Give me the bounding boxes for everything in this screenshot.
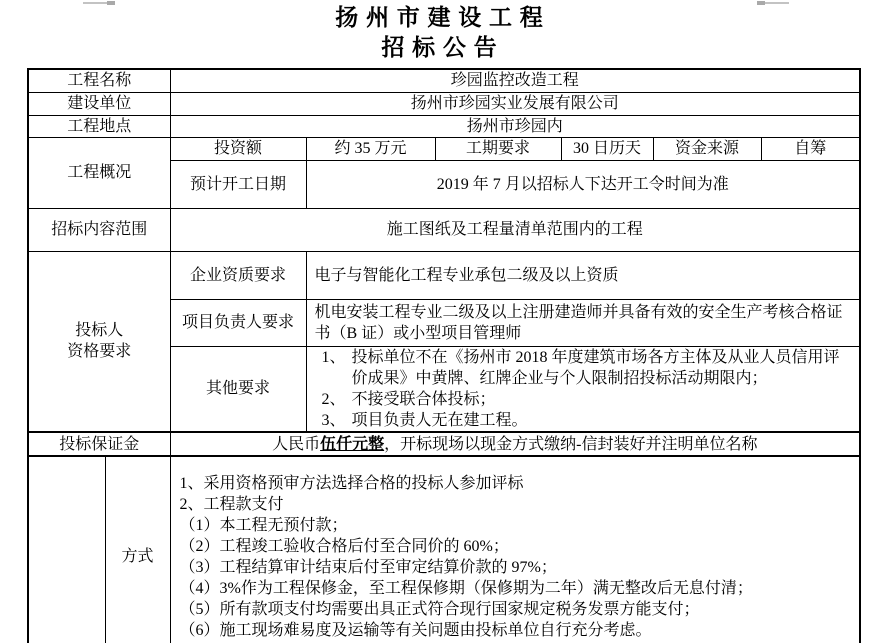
project-location-label: 工程地点 (28, 115, 170, 137)
bid-deposit-label: 投标保证金 (28, 432, 170, 456)
row-project-name (28, 69, 860, 92)
project-location-value: 扬州市珍园内 (170, 115, 860, 137)
method-line: 2、工程款支付 (179, 496, 284, 513)
start-date-value: 2019 年 7 月以招标人下达开工令时间为准 (306, 160, 860, 208)
item-text: 投标单位不在《扬州市 2018 年度建筑市场各方主体及从业人员信用评价成果》中黄牌、红牌企业与个人限制招投标活动期限内； (351, 348, 840, 387)
method-line: （1）本工程无预付款； (179, 517, 348, 534)
tender-notice-table (27, 68, 861, 643)
funding-source-label: 资金来源 (653, 137, 761, 160)
project-name-value: 珍园监控改造工程 (170, 69, 860, 92)
row-bid-scope (28, 208, 860, 251)
item-number: 2、 (321, 390, 346, 408)
method-line: （4）3%作为工程保修金，至工程保修期（保修期为二年）满无整改后无息付清； (179, 580, 753, 597)
deposit-suffix: ，开标现场以现金方式缴纳-信封装好并注明单位名称 (384, 435, 758, 453)
bidder-qualification-label-line-2: 资格要求 (67, 343, 132, 361)
document-title-line-2: 招 标 公 告 (381, 35, 498, 60)
manager-requirement-value: 机电安装工程专业二级及以上注册建造师并具备有效的安全生产考核合格证书（B 证）或小型项目管理师 (306, 299, 860, 346)
item-text: 不接受联合体投标； (351, 390, 496, 408)
other-requirement-item (322, 347, 854, 389)
bid-deposit-value (170, 432, 860, 456)
other-requirement-item (322, 389, 854, 410)
item-number: 1、 (321, 348, 346, 366)
row-method (28, 456, 860, 643)
row-construction-unit (28, 92, 860, 115)
project-overview-label: 工程概况 (28, 137, 170, 208)
document-title-line-1: 扬 州 市 建 设 工 程 (335, 5, 544, 30)
other-requirement-item (322, 410, 854, 431)
method-line: 1、采用资格预审方法选择合格的投标人参加评标 (179, 475, 524, 492)
bid-scope-value: 施工图纸及工程量清单范围内的工程 (170, 208, 860, 251)
duration-value: 30 日历天 (561, 137, 653, 160)
method-line: （6）施工现场难易度及运输等有关问题由投标单位自行充分考虑。 (179, 622, 652, 639)
method-outer-cell (28, 456, 105, 643)
construction-unit-label: 建设单位 (28, 92, 170, 115)
enterprise-qualification-value: 电子与智能化工程专业承包二级及以上资质 (306, 251, 860, 299)
manager-requirement-label: 项目负责人要求 (170, 299, 306, 346)
start-date-label: 预计开工日期 (170, 160, 306, 208)
method-label: 方式 (105, 456, 170, 643)
funding-source-value: 自筹 (761, 137, 860, 160)
duration-label: 工期要求 (435, 137, 561, 160)
construction-unit-value: 扬州市珍园实业发展有限公司 (170, 92, 860, 115)
row-overview-top (28, 137, 860, 160)
enterprise-qualification-label: 企业资质要求 (170, 251, 306, 299)
investment-label: 投资额 (170, 137, 306, 160)
bidder-qualification-label (28, 251, 170, 432)
deposit-prefix: 人民币 (272, 435, 321, 453)
method-line: （2）工程竣工验收合格后付至合同价的 60%； (179, 538, 509, 555)
method-line: （3）工程结算审计结束后付至审定结算价款的 97%； (179, 559, 557, 576)
bidder-qualification-label-line-1: 投标人 (75, 322, 124, 340)
other-requirements-list (306, 346, 860, 432)
project-name-label: 工程名称 (28, 69, 170, 92)
other-requirements-label: 其他要求 (170, 346, 306, 432)
row-enterprise-qualification (28, 251, 860, 299)
item-number: 3、 (321, 411, 346, 429)
document-title (0, 3, 879, 63)
row-project-location (28, 115, 860, 137)
method-line: （5）所有款项支付均需要出具正式符合现行国家规定税务发票方能支付； (179, 601, 700, 618)
deposit-amount: 伍仟元整 (320, 435, 385, 453)
row-bid-deposit (28, 432, 860, 456)
item-text: 项目负责人无在建工程。 (351, 411, 528, 429)
method-content (170, 456, 860, 643)
bid-scope-label: 招标内容范围 (28, 208, 170, 251)
investment-value: 约 35 万元 (306, 137, 435, 160)
